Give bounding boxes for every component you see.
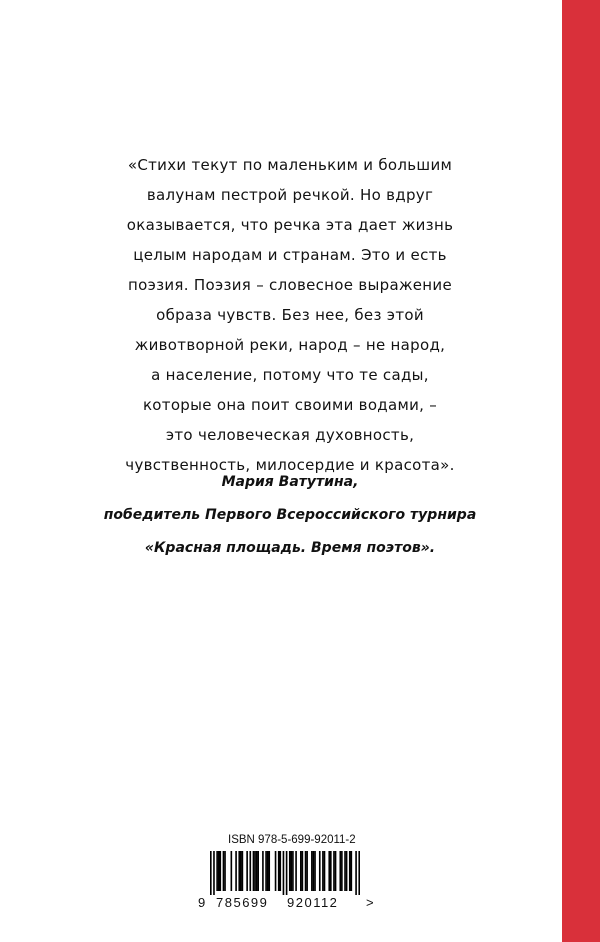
barcode-bar	[302, 851, 304, 891]
barcode-bar	[311, 851, 313, 891]
barcode-digits-right: 920112	[287, 895, 339, 910]
barcode-bar	[355, 851, 357, 895]
barcode-bar	[262, 851, 264, 891]
barcode-bar	[265, 851, 267, 891]
barcode-bar	[349, 851, 351, 891]
quote-line: целым народам и странам. Это и есть	[133, 246, 447, 264]
barcode-bar	[223, 851, 225, 891]
author-name: Мария Ватутина,	[221, 474, 359, 490]
quote-line: это человеческая духовность,	[165, 426, 415, 444]
barcode-bar	[231, 851, 233, 891]
barcode-bar	[218, 851, 220, 891]
barcode-bar	[210, 851, 212, 895]
barcode-bar	[213, 851, 215, 895]
barcode-bar	[330, 851, 332, 891]
barcode-bar	[286, 851, 288, 895]
barcode-bar	[256, 851, 258, 891]
barcode-digit-first: 9	[198, 895, 206, 910]
barcode-bar	[240, 851, 242, 891]
quote-line: валунам пестрой речкой. Но вдруг	[146, 186, 434, 204]
barcode-bar	[268, 851, 270, 891]
barcode-bar	[344, 851, 346, 891]
quote-line: которые она поит своими водами, –	[142, 396, 438, 414]
quote-line: а население, потому что те сады,	[151, 366, 429, 384]
barcode-arrow: >	[366, 895, 374, 910]
barcode-bar	[341, 851, 343, 891]
isbn-label: ISBN 978-5-699-92011-2	[228, 834, 356, 846]
quote-line: поэзия. Поэзия – словесное выражение	[127, 276, 452, 294]
quote-line: «Стихи текут по маленьким и большим	[127, 156, 453, 174]
barcode-bar	[289, 851, 291, 891]
barcode-bar	[238, 851, 240, 891]
quote-line: образа чувств. Без нее, без этой	[156, 306, 424, 324]
barcode-bar	[346, 851, 348, 891]
barcode-bar	[328, 851, 330, 891]
barcode-bar	[314, 851, 316, 891]
barcode-bar	[300, 851, 302, 891]
barcode-bar	[249, 851, 251, 891]
quote-line: животворной реки, народ – не народ,	[134, 336, 446, 354]
barcode-bars	[210, 851, 360, 895]
barcode-bar	[254, 851, 256, 891]
barcode-bar	[351, 851, 353, 891]
barcode-bar	[319, 851, 321, 891]
barcode-bar	[253, 851, 255, 891]
barcode-bar	[291, 851, 293, 891]
barcode-bar	[235, 851, 237, 891]
barcode-bar	[279, 851, 281, 891]
back-cover-quote	[100, 150, 480, 480]
isbn-barcode	[198, 834, 378, 912]
barcode-bar	[306, 851, 308, 891]
barcode-bar	[313, 851, 315, 891]
quote-line: чувственность, милосердие и красота».	[125, 456, 455, 474]
red-spine-strip	[562, 0, 600, 942]
barcode-bar	[292, 851, 294, 891]
barcode-bar	[246, 851, 248, 891]
barcode-bar	[278, 851, 280, 891]
barcode-bar	[333, 851, 335, 891]
barcode-digits	[198, 895, 378, 911]
author-role: победитель Первого Всероссийского турнира	[103, 507, 477, 523]
barcode-bar	[242, 851, 244, 891]
barcode-bar	[358, 851, 360, 895]
barcode-bar	[305, 851, 307, 891]
barcode-bar	[324, 851, 326, 891]
barcode-bar	[219, 851, 221, 891]
quote-line: оказывается, что речка эта дает жизнь	[126, 216, 454, 234]
barcode-digits-left: 785699	[216, 895, 269, 910]
barcode-bar	[216, 851, 218, 891]
barcode-bar	[257, 851, 259, 891]
barcode-bar	[339, 851, 341, 891]
barcode-bar	[322, 851, 324, 891]
barcode-bar	[275, 851, 277, 891]
barcode-bar	[267, 851, 269, 891]
barcode-bar	[283, 851, 285, 895]
barcode-bar	[224, 851, 226, 891]
author-event: «Красная площадь. Время поэтов».	[144, 540, 436, 556]
quote-attribution	[100, 466, 480, 565]
barcode-bar	[335, 851, 337, 891]
barcode-bar	[295, 851, 297, 891]
